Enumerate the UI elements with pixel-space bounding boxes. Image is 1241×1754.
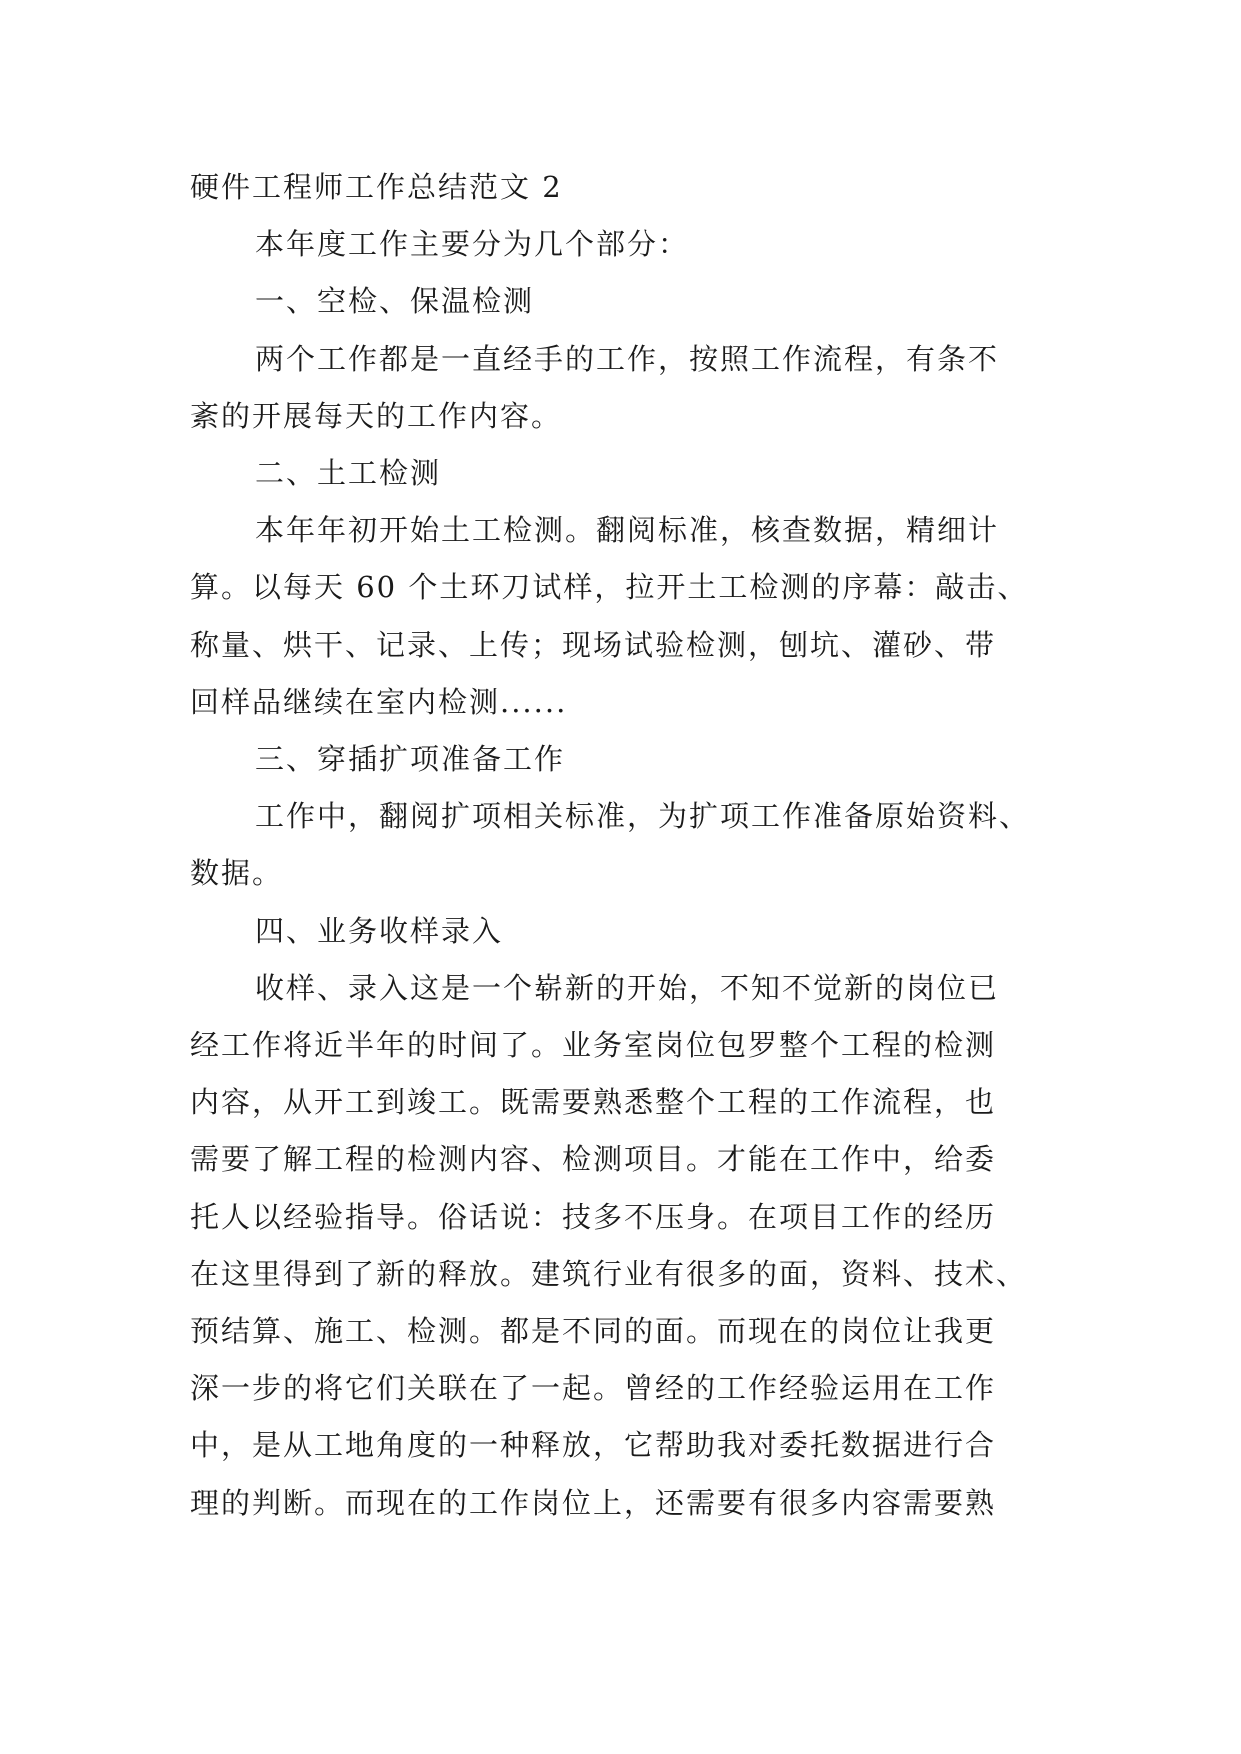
section-1-line: 紊的开展每天的工作内容。 (190, 399, 563, 433)
section-1-line: 两个工作都是一直经手的工作，按照工作流程，有条不 (255, 342, 1000, 376)
section-4-line: 中，是从工地角度的一种释放，它帮助我对委托数据进行合 (190, 1428, 997, 1462)
section-2-line: 称量、烘干、记录、上传；现场试验检测，刨坑、灌砂、带 (190, 628, 997, 662)
section-4-line: 需要了解工程的检测内容、检测项目。才能在工作中，给委 (190, 1142, 997, 1176)
section-heading-2: 二、土工检测 (255, 456, 442, 490)
section-3-line: 工作中，翻阅扩项相关标准，为扩项工作准备原始资料、 (255, 799, 1031, 833)
section-heading-4: 四、业务收样录入 (255, 914, 504, 948)
intro-paragraph: 本年度工作主要分为几个部分： (255, 227, 690, 261)
section-heading-3: 三、穿插扩项准备工作 (255, 742, 566, 776)
section-heading-1: 一、空检、保温检测 (255, 284, 535, 318)
section-2-line: 算。以每天 60 个土环刀试样，拉开土工检测的序幕：敲击、 (190, 570, 1029, 604)
section-3-line: 数据。 (190, 856, 284, 890)
section-4-line: 内容，从开工到竣工。既需要熟悉整个工程的工作流程，也 (190, 1085, 997, 1119)
section-4-line: 深一步的将它们关联在了一起。曾经的工作经验运用在工作 (190, 1371, 997, 1405)
section-4-line: 在这里得到了新的释放。建筑行业有很多的面，资料、技术、 (190, 1257, 1028, 1291)
section-4-line: 理的判断。而现在的工作岗位上，还需要有很多内容需要熟 (190, 1486, 997, 1520)
section-2-line: 本年年初开始土工检测。翻阅标准，核查数据，精细计 (255, 513, 1000, 547)
section-4-line: 经工作将近半年的时间了。业务室岗位包罗整个工程的检测 (190, 1028, 997, 1062)
section-4-line: 收样、录入这是一个崭新的开始，不知不觉新的岗位已 (255, 971, 1000, 1005)
document-title: 硬件工程师工作总结范文 2 (190, 170, 563, 204)
section-4-line: 托人以经验指导。俗话说：技多不压身。在项目工作的经历 (190, 1200, 997, 1234)
section-4-line: 预结算、施工、检测。都是不同的面。而现在的岗位让我更 (190, 1314, 997, 1348)
section-2-line: 回样品继续在室内检测...... (190, 685, 568, 719)
